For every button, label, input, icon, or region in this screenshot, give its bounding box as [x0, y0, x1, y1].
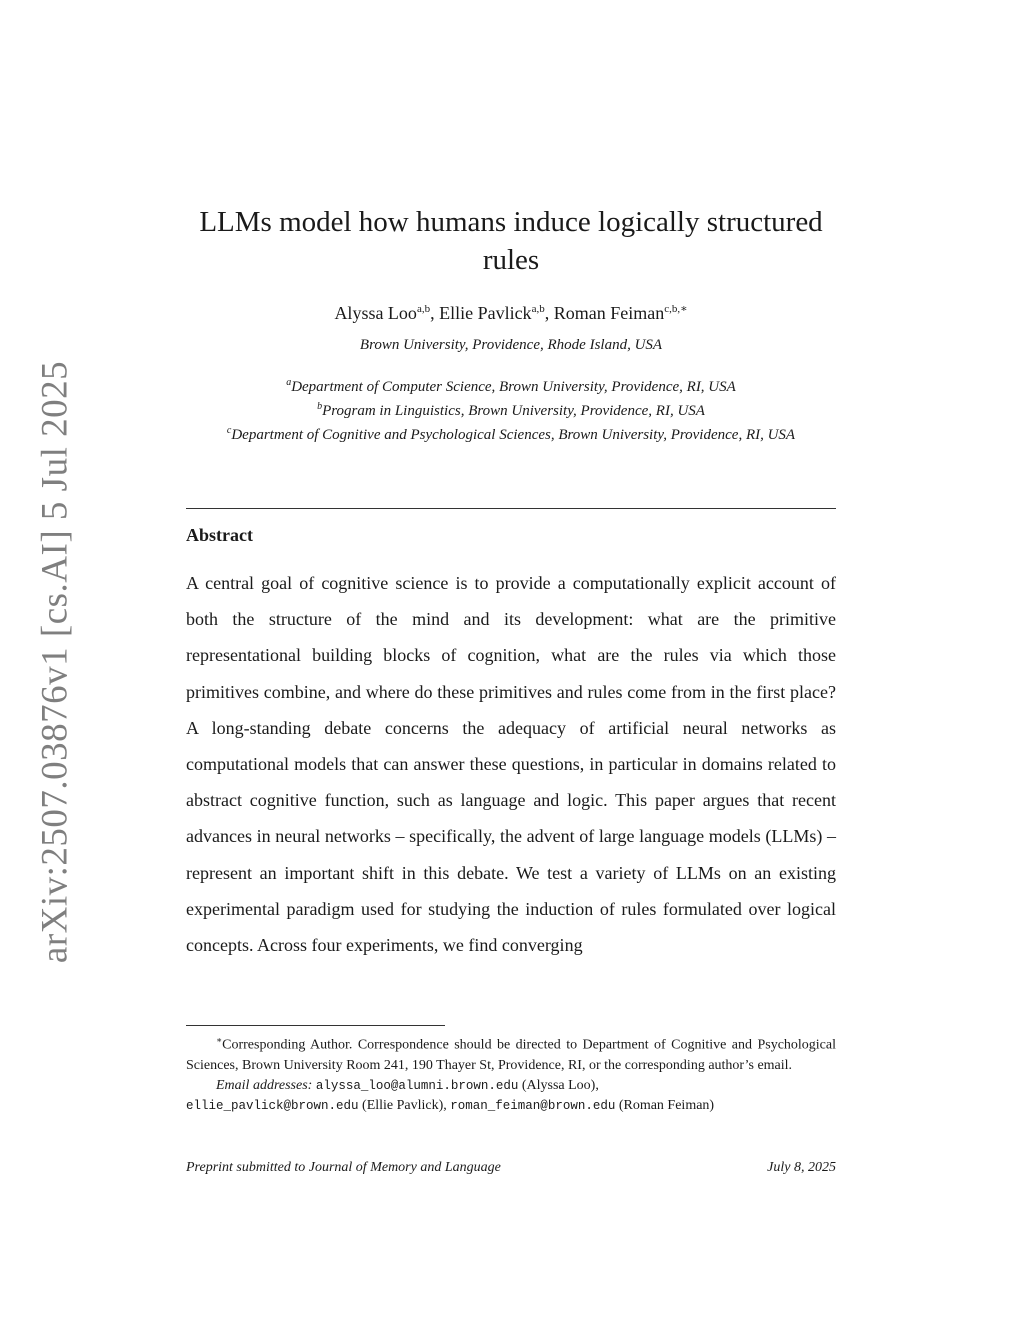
affiliation-item — [186, 397, 836, 421]
author-affiliation-marks: c,b,∗ — [664, 303, 688, 315]
affiliation-text: Department of Cognitive and Psychological Sciences, Brown University, Providence, RI, USA — [231, 427, 796, 443]
footnote-text: Corresponding Author. Correspondence should be directed to Department of Cognitive and Psychological Sciences, Brown University Room 241, 190 Thayer St, Providence, RI, or the corresponding author’s email. — [186, 1037, 836, 1073]
affiliation-marker: c — [226, 425, 232, 436]
footnote-correspondence — [186, 1030, 836, 1076]
author-separator: , — [430, 303, 440, 323]
footnote-marker: ∗ — [216, 1035, 223, 1045]
author-name: Ellie Pavlick — [439, 303, 532, 323]
email-link[interactable]: ellie_pavlick@brown.edu — [186, 1098, 359, 1113]
affiliation-text: Program in Linguistics, Brown University, Providence, RI, USA — [322, 403, 705, 419]
email-label: Email addresses: — [216, 1077, 313, 1093]
email-owner: (Ellie Pavlick), — [358, 1097, 451, 1113]
author-affiliation-marks: a,b — [416, 303, 431, 315]
footnote-emails — [186, 1076, 836, 1096]
email-link[interactable]: alyssa_loo@alumni.brown.edu — [315, 1078, 519, 1093]
affiliation-item — [186, 421, 836, 445]
author-list — [186, 302, 836, 324]
author-affiliation-marks: a,b — [531, 303, 545, 315]
paper-title: LLMs model how humans induce logically structured rules — [199, 206, 823, 276]
author-name: Alyssa Loo — [334, 303, 417, 323]
affiliation-text: Department of Computer Science, Brown University, Providence, RI, USA — [291, 379, 736, 395]
preprint-note: Preprint submitted to Journal of Memory and Language — [186, 1160, 501, 1175]
email-owner: (Alyssa Loo), — [518, 1077, 599, 1093]
email-link[interactable]: roman_feiman@brown.edu — [450, 1098, 616, 1113]
arxiv-stamp: arXiv:2507.03876v1 [cs.AI] 5 Jul 2025 — [34, 360, 76, 964]
footnote — [186, 1030, 836, 1116]
footnote-emails-cont — [186, 1096, 836, 1116]
affiliation-list — [186, 373, 836, 445]
affiliation-marker: b — [317, 401, 323, 412]
abstract-divider — [186, 508, 836, 509]
footnote-divider — [186, 1025, 445, 1026]
affiliation-item — [186, 373, 836, 397]
abstract-body: A central goal of cognitive science is to provide a computationally explicit account of both the structure of the mind and its development: what are the primitive representational building blocks of cognition, what are the rules via which those primitives combine, and where do these primitives and rules come from in the first place? A long-standing debate concerns the adequacy of artificial neural networks as computational models that can answer these questions, in particular in domains related to abstract cognitive function, such as language and logic. This paper argues that recent advances in neural networks – specifically, the advent of large language models (LLMs) – represent an important shift in this debate. We test a variety of LLMs on an existing experimental paradigm used for studying the induction of rules formulated over logical concepts. Across four experiments, we find converging — [186, 573, 836, 956]
university-line: Brown University, Providence, Rhode Island, USA — [359, 337, 663, 353]
email-owner: (Roman Feiman) — [615, 1097, 715, 1113]
author-separator: , — [544, 303, 554, 323]
abstract-heading: Abstract — [186, 525, 253, 545]
author-name: Roman Feiman — [553, 303, 665, 323]
preprint-date: July 8, 2025 — [767, 1160, 836, 1175]
affiliation-marker: a — [286, 377, 292, 388]
